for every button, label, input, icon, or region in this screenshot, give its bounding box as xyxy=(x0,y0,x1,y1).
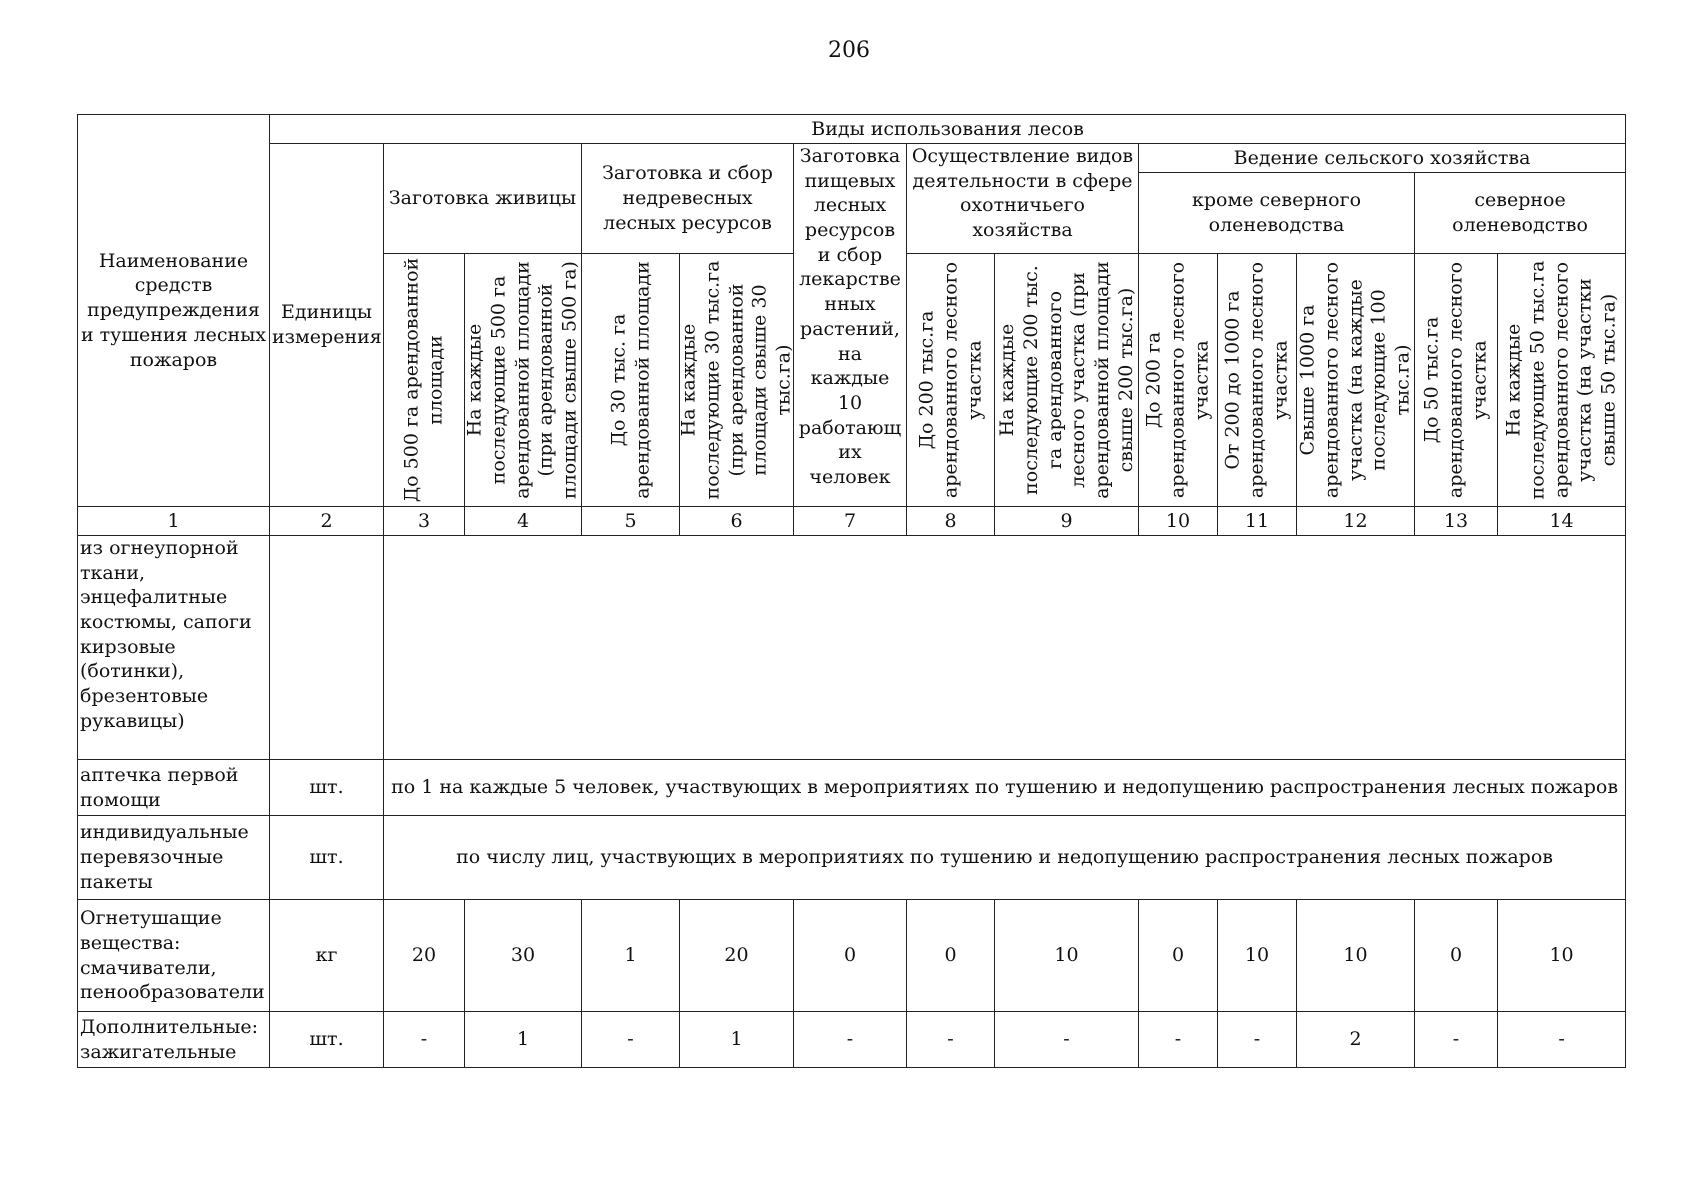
column-number: 8 xyxy=(907,507,995,536)
cell-value: 1 xyxy=(582,900,680,1012)
subheader-c14: На каждые последующие 50 тыс.га арендованного лесного участка (на участки свыше 50 тыс.га) xyxy=(1498,254,1626,507)
header-name-col: Наименование средств предупреждения и тушения лесных пожаров xyxy=(78,115,270,507)
cell-value: 30 xyxy=(465,900,582,1012)
subheader-c13: До 50 тыс.га арендованного лесного участка xyxy=(1415,254,1498,507)
cell-value: 10 xyxy=(1297,900,1415,1012)
cell-value: - xyxy=(995,1012,1139,1068)
header-food: Заготовка пищевых лесных ресурсов и сбор лекарстве нных растений, на каждые 10 работающ их человек xyxy=(794,144,907,507)
subheader-c4: На каждые последующие 500 га арендованной площади (при арендованной площади свыше 500 га) xyxy=(465,254,582,507)
column-number: 4 xyxy=(465,507,582,536)
row-name: из огнеупорной ткани, энцефалитные костюмы, сапоги кирзовые (ботинки), брезентовые рукавицы) xyxy=(78,536,270,760)
subheader-c9: На каждые последующие 200 тыс. га арендованного лесного участка (при арендованной площади свыше 200 тыс.га) xyxy=(995,254,1139,507)
cell-value: 2 xyxy=(1297,1012,1415,1068)
cell-value: 10 xyxy=(995,900,1139,1012)
header-nonwood: Заготовка и сбор недревесных лесных ресурсов xyxy=(582,144,794,254)
row-unit: шт. xyxy=(270,816,384,900)
header-agri-non-reindeer: кроме северного оленеводства xyxy=(1139,173,1415,254)
row-unit: кг xyxy=(270,900,384,1012)
column-number: 9 xyxy=(995,507,1139,536)
column-number: 5 xyxy=(582,507,680,536)
header-hunting: Осуществление видов деятельности в сфере охотничьего хозяйства xyxy=(907,144,1139,254)
column-number: 6 xyxy=(680,507,794,536)
column-numbers-row xyxy=(78,507,1626,536)
fire-equipment-table xyxy=(77,114,1626,1068)
cell-value: - xyxy=(384,1012,465,1068)
column-number: 12 xyxy=(1297,507,1415,536)
cell-value: 0 xyxy=(1415,900,1498,1012)
subheader-c10: До 200 га арендованного лесного участка xyxy=(1139,254,1218,507)
subheader-c11: От 200 до 1000 га арендованного лесного участка xyxy=(1218,254,1297,507)
table-row xyxy=(78,536,1626,760)
cell-value: 0 xyxy=(1139,900,1218,1012)
header-agri: Ведение сельского хозяйства xyxy=(1139,144,1626,173)
cell-value: - xyxy=(1218,1012,1297,1068)
column-number: 13 xyxy=(1415,507,1498,536)
table-row xyxy=(78,900,1626,1012)
cell-value: 0 xyxy=(907,900,995,1012)
row-unit: шт. xyxy=(270,1012,384,1068)
table-row xyxy=(78,760,1626,816)
page-number: 206 xyxy=(828,38,870,63)
cell-value: 1 xyxy=(680,1012,794,1068)
cell-value: 20 xyxy=(384,900,465,1012)
column-number: 1 xyxy=(78,507,270,536)
row-name: индивидуальные перевязочные пакеты xyxy=(78,816,270,900)
row-name: аптечка первой помощи xyxy=(78,760,270,816)
subheader-c12: Свыше 1000 га арендованного лесного участка (на каждые последующие 100 тыс.га) xyxy=(1297,254,1415,507)
column-number: 10 xyxy=(1139,507,1218,536)
column-number: 7 xyxy=(794,507,907,536)
header-uses: Виды использования лесов xyxy=(270,115,1626,144)
cell-value: 1 xyxy=(465,1012,582,1068)
header-agri-reindeer: северное оленеводство xyxy=(1415,173,1626,254)
cell-value: - xyxy=(582,1012,680,1068)
row-unit: шт. xyxy=(270,760,384,816)
column-number: 2 xyxy=(270,507,384,536)
cell-value: 20 xyxy=(680,900,794,1012)
column-number: 3 xyxy=(384,507,465,536)
header-resin: Заготовка живицы xyxy=(384,144,582,254)
cell-value: - xyxy=(1415,1012,1498,1068)
cell-value: 0 xyxy=(794,900,907,1012)
column-number: 11 xyxy=(1218,507,1297,536)
cell-value: 10 xyxy=(1218,900,1297,1012)
subheader-c6: На каждые последующие 30 тыс.га (при арендованной площади свыше 30 тыс.га) xyxy=(680,254,794,507)
cell-value: - xyxy=(907,1012,995,1068)
row-span-text: по числу лиц, участвующих в мероприятиях по тушению и недопущению распространения лесных пожаров xyxy=(384,816,1626,900)
row-unit xyxy=(270,536,384,760)
subheader-c5: До 30 тыс. га арендованной площади xyxy=(582,254,680,507)
row-span-text: по 1 на каждые 5 человек, участвующих в мероприятиях по тушению и недопущению распространения лесных пожаров xyxy=(384,760,1626,816)
row-values-empty xyxy=(384,536,1626,760)
row-name: Огнетушащие вещества: смачиватели, пенообразователи xyxy=(78,900,270,1012)
header-unit-col: Единицы измерения xyxy=(270,144,384,507)
row-name: Дополнительные: зажигательные xyxy=(78,1012,270,1068)
cell-value: - xyxy=(1498,1012,1626,1068)
subheader-c3: До 500 га арендованной площади xyxy=(384,254,465,507)
table-row xyxy=(78,1012,1626,1068)
table-row xyxy=(78,816,1626,900)
subheader-c8: До 200 тыс.га арендованного лесного участка xyxy=(907,254,995,507)
column-number: 14 xyxy=(1498,507,1626,536)
cell-value: - xyxy=(794,1012,907,1068)
cell-value: - xyxy=(1139,1012,1218,1068)
cell-value: 10 xyxy=(1498,900,1626,1012)
